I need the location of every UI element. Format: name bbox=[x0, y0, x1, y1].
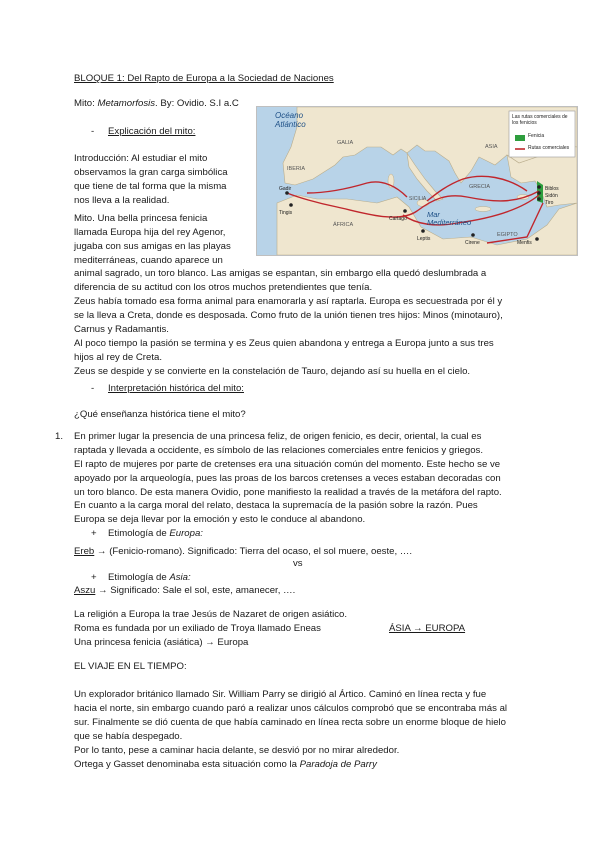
ortega-line bbox=[74, 759, 377, 771]
point-line: El rapto de mujeres por parte de cretenses era una situación común del momento. Este hecho se ve bbox=[74, 459, 501, 470]
ortega-prefix: Ortega y Gasset denominaba esta situación como la bbox=[74, 759, 300, 770]
religion-line: Una princesa fenicia (asiática) → Europa bbox=[74, 637, 249, 648]
viaje-line: sur. Finalmente se dió cuenta de que había caminado en línea recta sobre un enorme bloque de hielo bbox=[74, 717, 507, 728]
ereb-meaning: → (Fenicio-romano). Significado: Tierra del ocaso, el sol muere, oeste, …. bbox=[94, 546, 413, 557]
aszu-word: Aszu bbox=[74, 585, 96, 596]
myth-line: Carnus y Radamantis. bbox=[74, 324, 169, 335]
viaje-line: que se había despegado. bbox=[74, 731, 183, 742]
asia-europa-label: ÁSIA → EUROPA bbox=[389, 623, 466, 634]
map-city-dot bbox=[537, 197, 541, 201]
section-heading-viaje: EL VIAJE EN EL TIEMPO: bbox=[74, 661, 187, 672]
viaje-line: Un explorador británico llamado Sir. William Parry se dirigió al Ártico. Caminó en línea recta y fue bbox=[74, 689, 487, 700]
map-city-label: Menfis bbox=[517, 240, 532, 246]
etym-prefix: Etimología de bbox=[108, 572, 170, 583]
myth-line: se la lleva a Creta, donde es desposada. Como fruto de la unión tienen tres hijos: Minos (minotauro), bbox=[74, 310, 503, 321]
map-city-label: Tingis bbox=[279, 210, 293, 216]
phoenician-trade-map bbox=[256, 106, 578, 256]
point-line: En cuanto a la carga moral del relato, destaca la supremacía de la pasión sobre la razón. Pues bbox=[74, 500, 478, 511]
myth-line: diferencia de su actitud con los otros muchos pretendientes que tenía. bbox=[74, 282, 373, 293]
map-legend-title: Las rutas comerciales de los fenicios bbox=[512, 114, 568, 126]
list-number: 1. bbox=[55, 431, 64, 442]
map-city-dot bbox=[537, 185, 541, 189]
etym-word: Asia: bbox=[169, 572, 191, 583]
intro-line: nos lleva a la realidad. bbox=[74, 195, 170, 206]
page-title: BLOQUE 1: Del Rapto de Europa a la Sociedad de Naciones bbox=[74, 73, 334, 84]
point-line: un toro blanco. De esta manera Ovidio, pone manifiesto la realidad a través de la metáfora del rapto. bbox=[74, 487, 502, 498]
myth-line: llamada Europa hija del rey Agenor, bbox=[74, 227, 226, 238]
point-line: apoyado por la arqueología, pues las proas de los barcos cretenses a veces estaban decoradas con bbox=[74, 473, 501, 484]
point-line: raptada y llevada a occidente, es símbolo de las relaciones comerciales entre fenicios y griegos. bbox=[74, 445, 484, 456]
map-place-label: EGIPTO bbox=[497, 232, 518, 238]
religion-line: Roma es fundada por un exiliado de Troya llamado Eneas bbox=[74, 623, 321, 634]
map-label-sea: Mar Mediterráneo bbox=[427, 210, 472, 227]
point-line: Europa se deja llevar por la emoción y esto le conduce al abandono. bbox=[74, 514, 366, 525]
section2-bullet: - bbox=[91, 383, 95, 394]
map-city-dot bbox=[535, 237, 539, 241]
map-label-ocean: Océano Atlántico bbox=[275, 111, 306, 129]
etym-europa bbox=[108, 528, 203, 540]
map-city-label: Biblos bbox=[545, 186, 559, 192]
map-city-label: Leptis bbox=[417, 236, 431, 242]
etym-word: Europa: bbox=[169, 528, 203, 539]
myth-line: mediterráneas, cuando aparece un bbox=[74, 255, 223, 266]
intro-line: Introducción: Al estudiar el mito bbox=[74, 153, 208, 164]
myth-line: Mito. Una bella princesa fenicia bbox=[74, 213, 208, 224]
etym-bullet: + bbox=[91, 528, 97, 539]
myth-line: Zeus había tomado esa forma animal para enamorarla y así raptarla. Europa es secuestrada por él y bbox=[74, 296, 503, 307]
section1-bullet: - bbox=[91, 126, 95, 137]
myth-work: Metamorfosis bbox=[97, 98, 156, 109]
intro-line: observamos la gran carga simbólica bbox=[74, 167, 228, 178]
intro-line: que tiene de tal forma que la misma bbox=[74, 181, 227, 192]
myth-source-line bbox=[74, 98, 239, 110]
ortega-term: Paradoja de Parry bbox=[299, 759, 377, 770]
etym-prefix: Etimología de bbox=[108, 528, 170, 539]
map-city-label: Sidón bbox=[545, 193, 558, 199]
viaje-line: hacia el norte, sin embargo cuando paró a realizar unos cálculos comprobó que se encontraba más al bbox=[74, 703, 508, 714]
religion-line: La religión a Europa la trae Jesús de Nazaret de origen asiático. bbox=[74, 609, 348, 620]
map-place-label: GALIA bbox=[337, 140, 354, 146]
ereb-word: Ereb bbox=[74, 546, 95, 557]
aszu-line bbox=[74, 585, 295, 597]
map-city-label: Cartago bbox=[389, 216, 407, 222]
etym-bullet: + bbox=[91, 572, 97, 583]
point-line: En primer lugar la presencia de una princesa feliz, de origen fenicio, es decir, oriental, la cual es bbox=[74, 431, 482, 442]
map-place-label: IBERIA bbox=[287, 166, 306, 172]
map-city-label: Tiro bbox=[545, 200, 554, 206]
map-legend-swatch-phoenicia bbox=[515, 135, 525, 141]
myth-suffix: . By: Ovidio. S.I a.C bbox=[155, 98, 239, 109]
section2-heading: Interpretación histórica del mito: bbox=[108, 383, 244, 394]
map-legend-item: Fenicia bbox=[528, 133, 545, 139]
myth-line: Zeus se despide y se convierte en la constelación de Tauro, dejando así su huella en el cielo. bbox=[74, 366, 471, 377]
map-place-label: SICILIA bbox=[409, 196, 427, 202]
myth-line: hijos al rey de Creta. bbox=[74, 352, 162, 363]
map-place-label: ÁFRICA bbox=[333, 222, 354, 228]
myth-line: jugaba con sus amigas en las playas bbox=[74, 241, 231, 252]
map-city-label: Gadir bbox=[279, 186, 292, 192]
map-legend-item: Rutas comerciales bbox=[528, 145, 570, 151]
myth-prefix: Mito: bbox=[74, 98, 98, 109]
ereb-line bbox=[74, 546, 412, 558]
viaje-line: Por lo tanto, pese a caminar hacia delante, se desvió por no mirar alrededor. bbox=[74, 745, 400, 756]
map-place-label: ASIA bbox=[485, 144, 498, 150]
aszu-meaning: → Significado: Sale el sol, este, amanecer, …. bbox=[95, 585, 296, 596]
question: ¿Qué enseñanza histórica tiene el mito? bbox=[74, 409, 246, 420]
etym-asia bbox=[108, 572, 191, 584]
section1-heading: Explicación del mito: bbox=[108, 126, 196, 137]
myth-line: Al poco tiempo la pasión se termina y es Zeus quien abandona y entrega a Europa junto a sus tres bbox=[74, 338, 494, 349]
map-place-label: GRECIA bbox=[469, 184, 491, 190]
map-city-label: Cirene bbox=[465, 240, 480, 246]
myth-line: animal sagrado, un toro blanco. Las amigas se espantan, sin embargo ella quedó deslumbrada a bbox=[74, 268, 487, 279]
map-island-crete bbox=[475, 207, 491, 212]
vs-label: vs bbox=[293, 558, 303, 569]
map-city-dot bbox=[537, 191, 541, 195]
